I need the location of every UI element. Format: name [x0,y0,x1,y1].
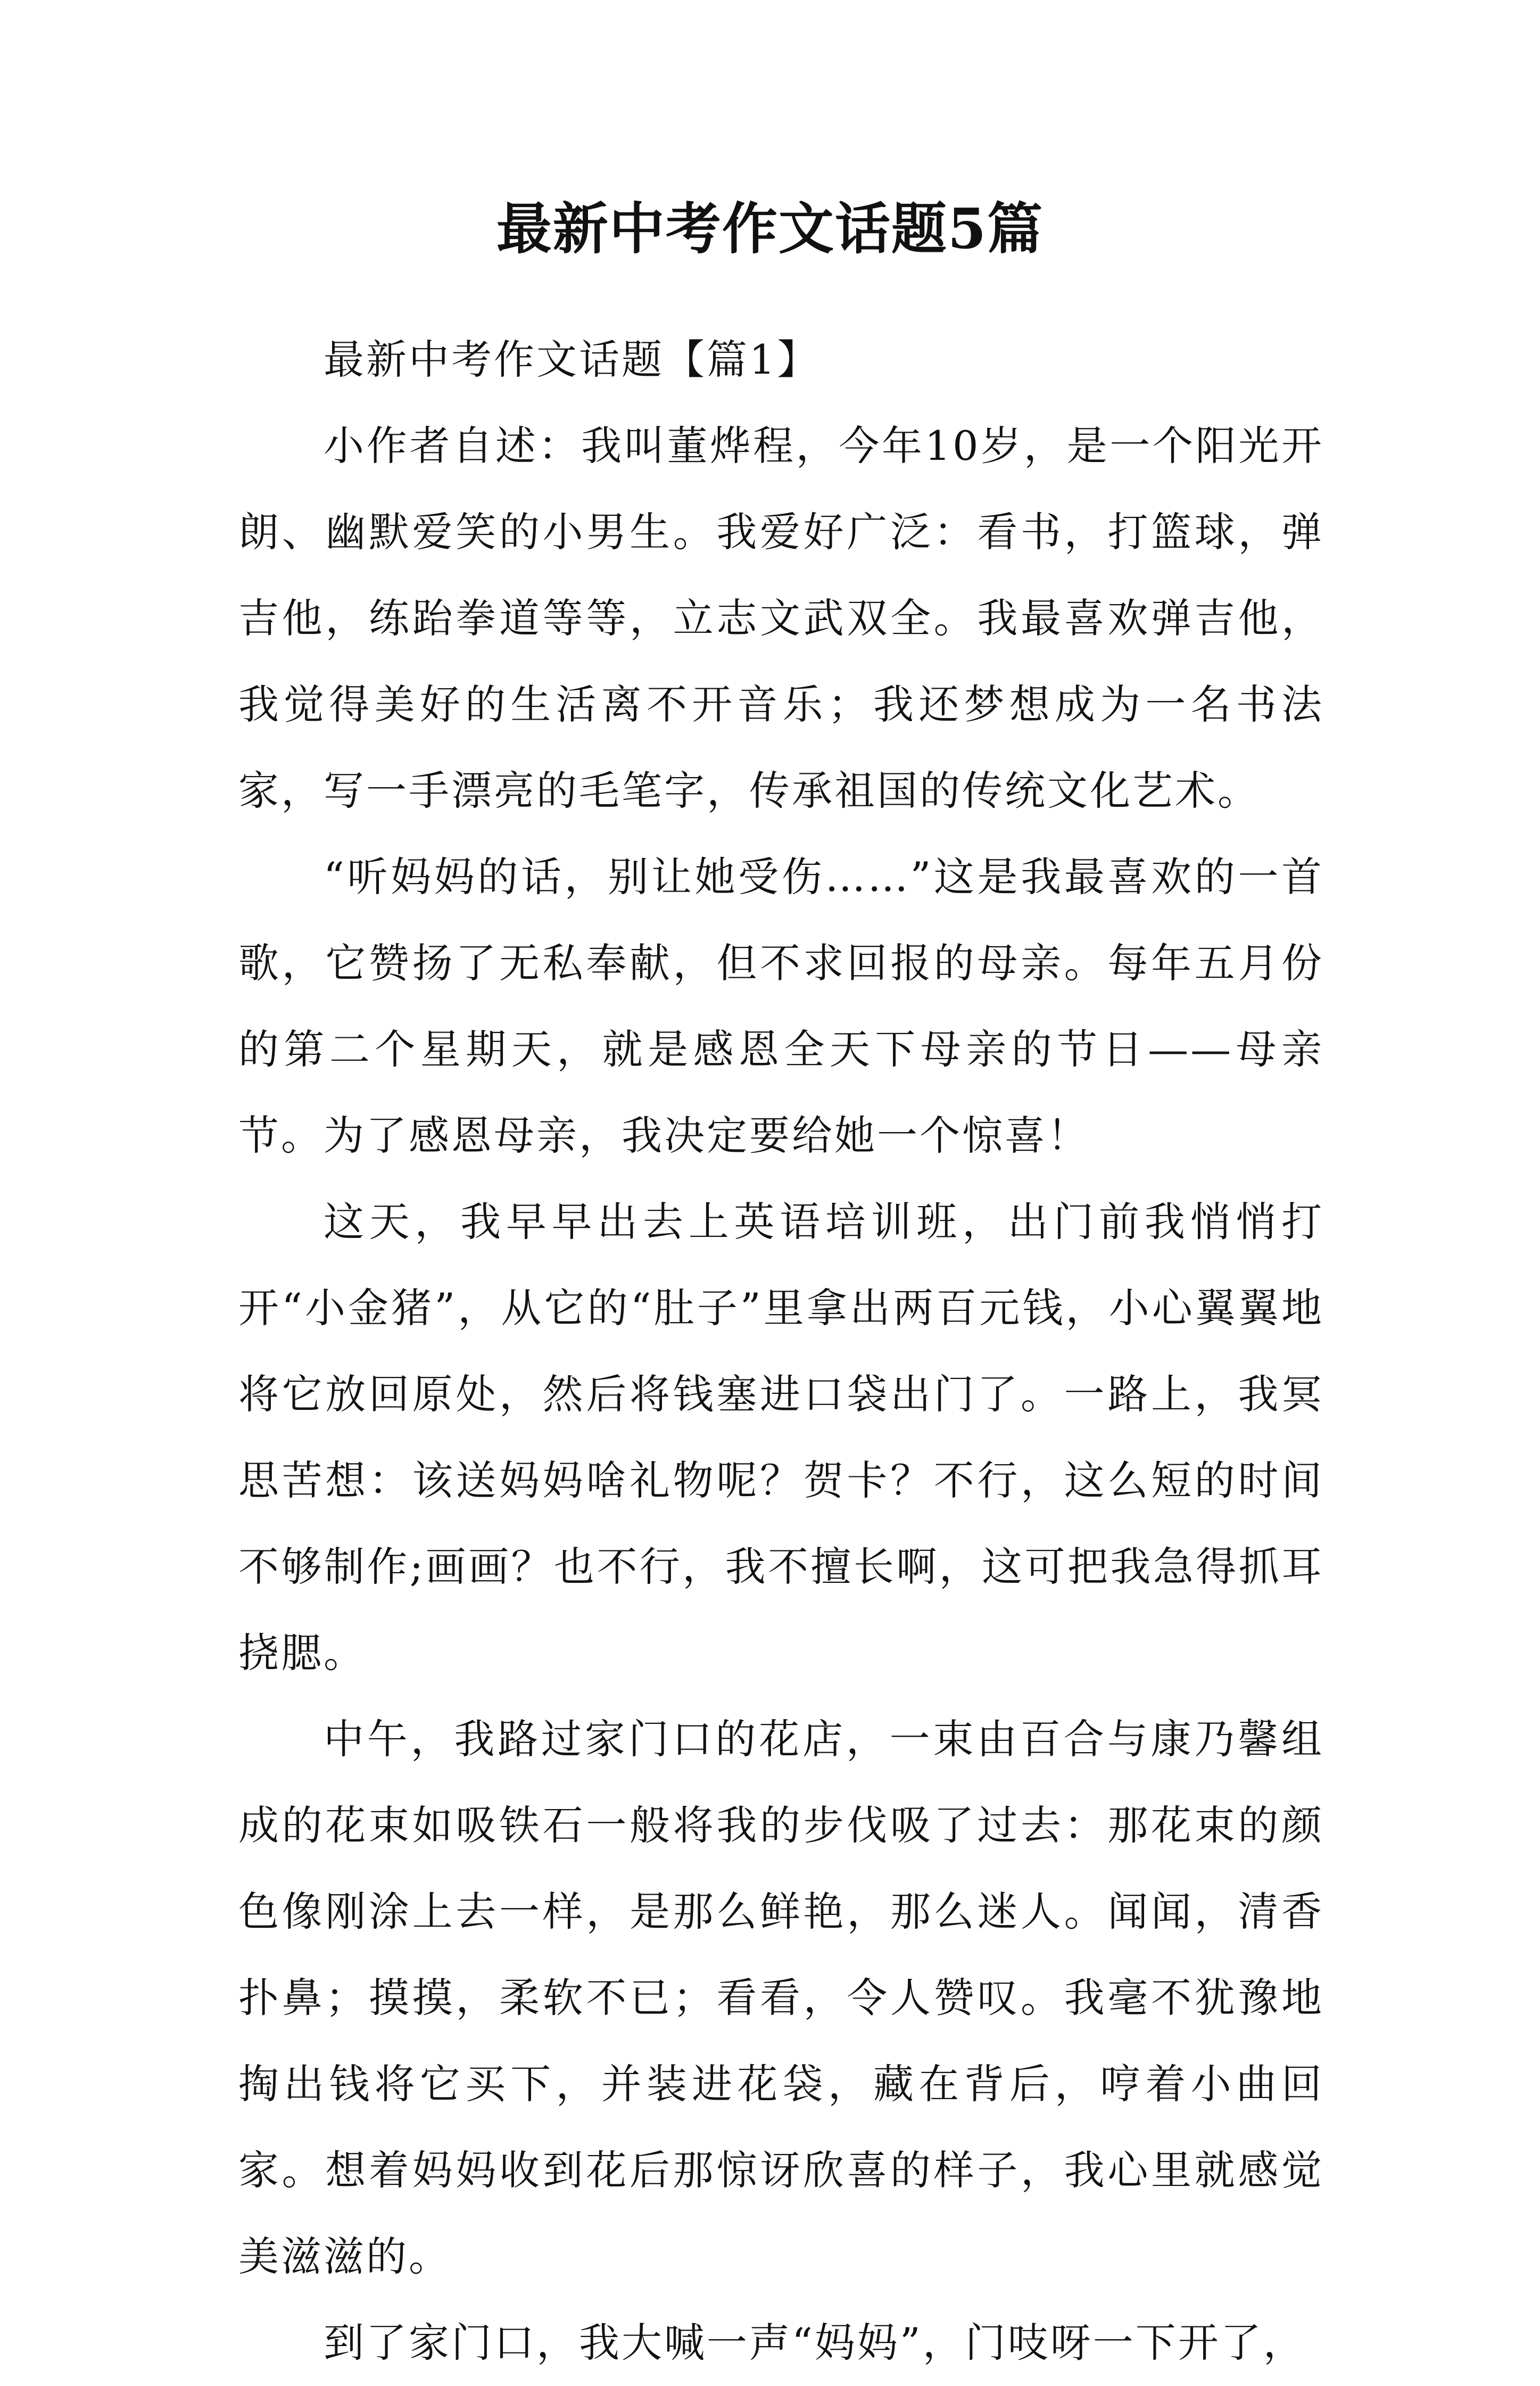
paragraph-3: 这天，我早早出去上英语培训班，出门前我悄悄打开“小金猪”，从它的“肚子”里拿出两百元钱，小心翼翼地将它放回原处，然后将钱塞进口袋出门了。一路上，我冥思苦想：该送妈妈啥礼物呢？贺卡？不行，这么短的时间不够制作;画画？也不行，我不擅长啊，这可把我急得抓耳挠腮。 [238,1198,1324,1677]
section-heading: 最新中考作文话题【篇1】 [324,336,820,383]
paragraph-1: 小作者自述：我叫董烨程，今年10岁，是一个阳光开朗、幽默爱笑的小男生。我爱好广泛：看书，打篮球，弹吉他，练跆拳道等等，立志文武双全。我最喜欢弹吉他，我觉得美好的生活离不开音乐；我还梦想成为一名书法家，写一手漂亮的毛笔字，传承祖国的传统文化艺术。 [238,422,1324,814]
paragraph-5: 到了家门口，我大喊一声“妈妈”，门吱呀一下开了， [324,2319,1306,2366]
document-title: 最新中考作文话题5篇 [496,196,1044,261]
paragraph-2: “听妈妈的话，别让她受伤……”这是我最喜欢的一首歌，它赞扬了无私奉献，但不求回报的母亲。每年五月份的第二个星期天，就是感恩全天下母亲的节日——母亲节。为了感恩母亲，我决定要给她一个惊喜！ [238,853,1324,1159]
document-body [238,317,1324,2386]
paragraph-4: 中午，我路过家门口的花店，一束由百合与康乃馨组成的花束如吸铁石一般将我的步伐吸了过去：那花束的颜色像刚涂上去一样，是那么鲜艳，那么迷人。闻闻，清香扑鼻；摸摸，柔软不已；看看，令人赞叹。我毫不犹豫地掏出钱将它买下，并装进花袋，藏在背后，哼着小曲回家。想着妈妈收到花后那惊讶欣喜的样子，我心里就感觉美滋滋的。 [238,1715,1324,2280]
